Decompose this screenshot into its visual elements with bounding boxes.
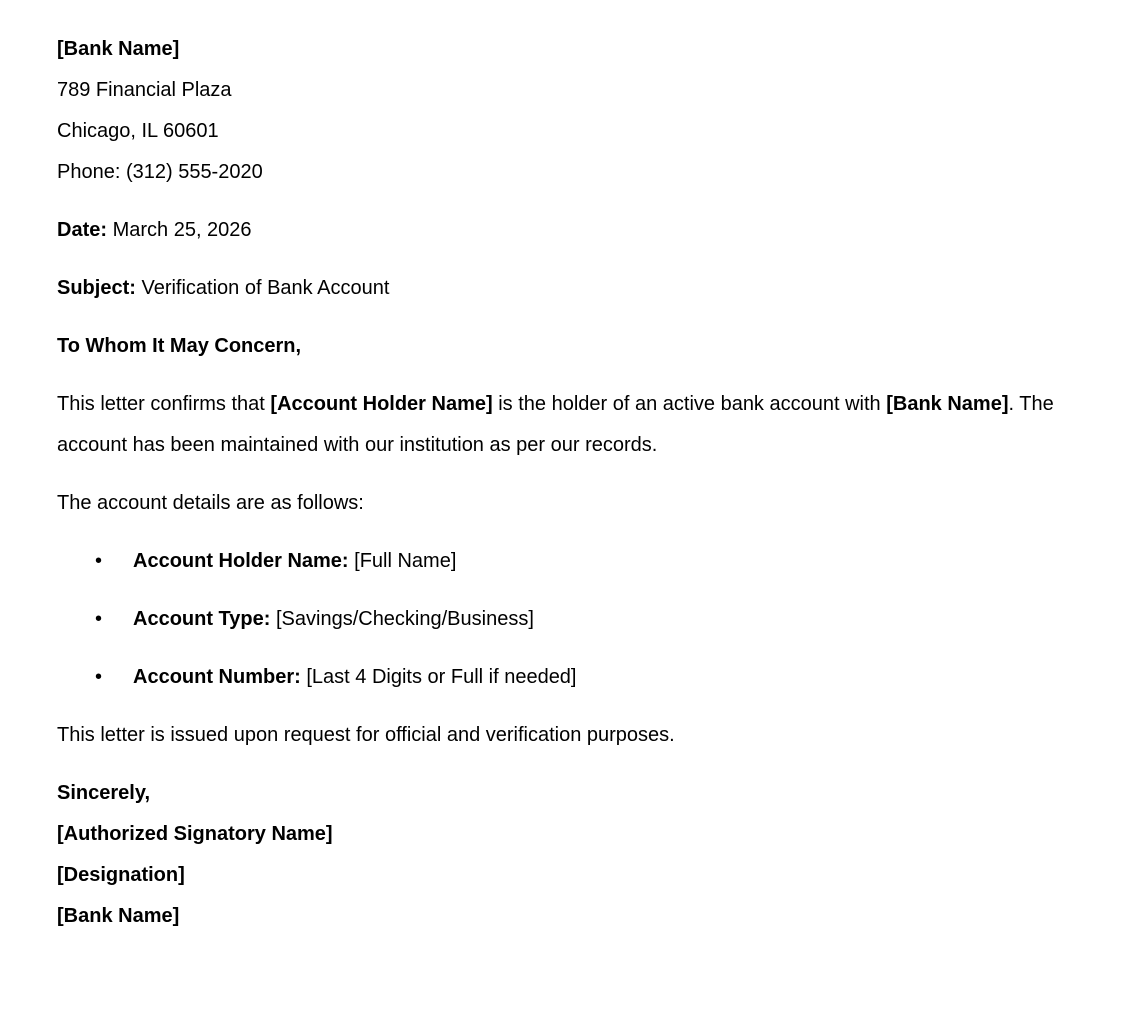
date-value: March 25, 2026 [107, 219, 252, 241]
signature-bank-name: [Bank Name] [57, 905, 180, 927]
body-text-2: is the holder of an active bank account with [492, 393, 887, 415]
details-intro: The account details are as follows: [57, 492, 364, 514]
signature-designation: [Designation] [57, 864, 185, 886]
detail-label: Account Number: [133, 666, 301, 688]
detail-label: Account Type: [133, 608, 271, 630]
subject-line [57, 268, 1075, 309]
bank-address: 789 Financial Plaza [57, 79, 232, 101]
salutation: To Whom It May Concern, [57, 335, 302, 357]
bank-name-placeholder: [Bank Name] [886, 393, 1009, 415]
account-details-list [57, 541, 1075, 698]
bullet-icon: • [95, 550, 103, 572]
detail-value: [Savings/Checking/Business] [270, 608, 534, 630]
subject-value: Verification of Bank Account [135, 277, 390, 299]
list-item [57, 657, 1075, 698]
list-item [57, 541, 1075, 582]
detail-value: [Last 4 Digits or Full if needed] [300, 666, 577, 688]
signature-block [57, 773, 1075, 937]
detail-value: [Full Name] [348, 550, 457, 572]
account-holder-placeholder: [Account Holder Name] [270, 393, 493, 415]
bullet-icon: • [95, 666, 103, 688]
list-item [57, 599, 1075, 640]
date-label: Date: [57, 219, 108, 241]
detail-label: Account Holder Name: [133, 550, 349, 572]
bank-city: Chicago, IL 60601 [57, 120, 219, 142]
bank-header-block [57, 29, 1075, 193]
bank-name: [Bank Name] [57, 38, 180, 60]
signature-name: [Authorized Signatory Name] [57, 823, 333, 845]
body-text-3: . The account has been maintained with our institution as per our records. [57, 393, 1054, 456]
bank-phone: Phone: (312) 555-2020 [57, 161, 263, 183]
signature-sincerely: Sincerely, [57, 782, 151, 804]
date-line [57, 210, 1075, 251]
subject-label: Subject: [57, 277, 136, 299]
body-paragraph [57, 384, 1075, 466]
closing-line: This letter is issued upon request for official and verification purposes. [57, 724, 675, 746]
bullet-icon: • [95, 608, 103, 630]
body-text-1: This letter confirms that [57, 393, 271, 415]
